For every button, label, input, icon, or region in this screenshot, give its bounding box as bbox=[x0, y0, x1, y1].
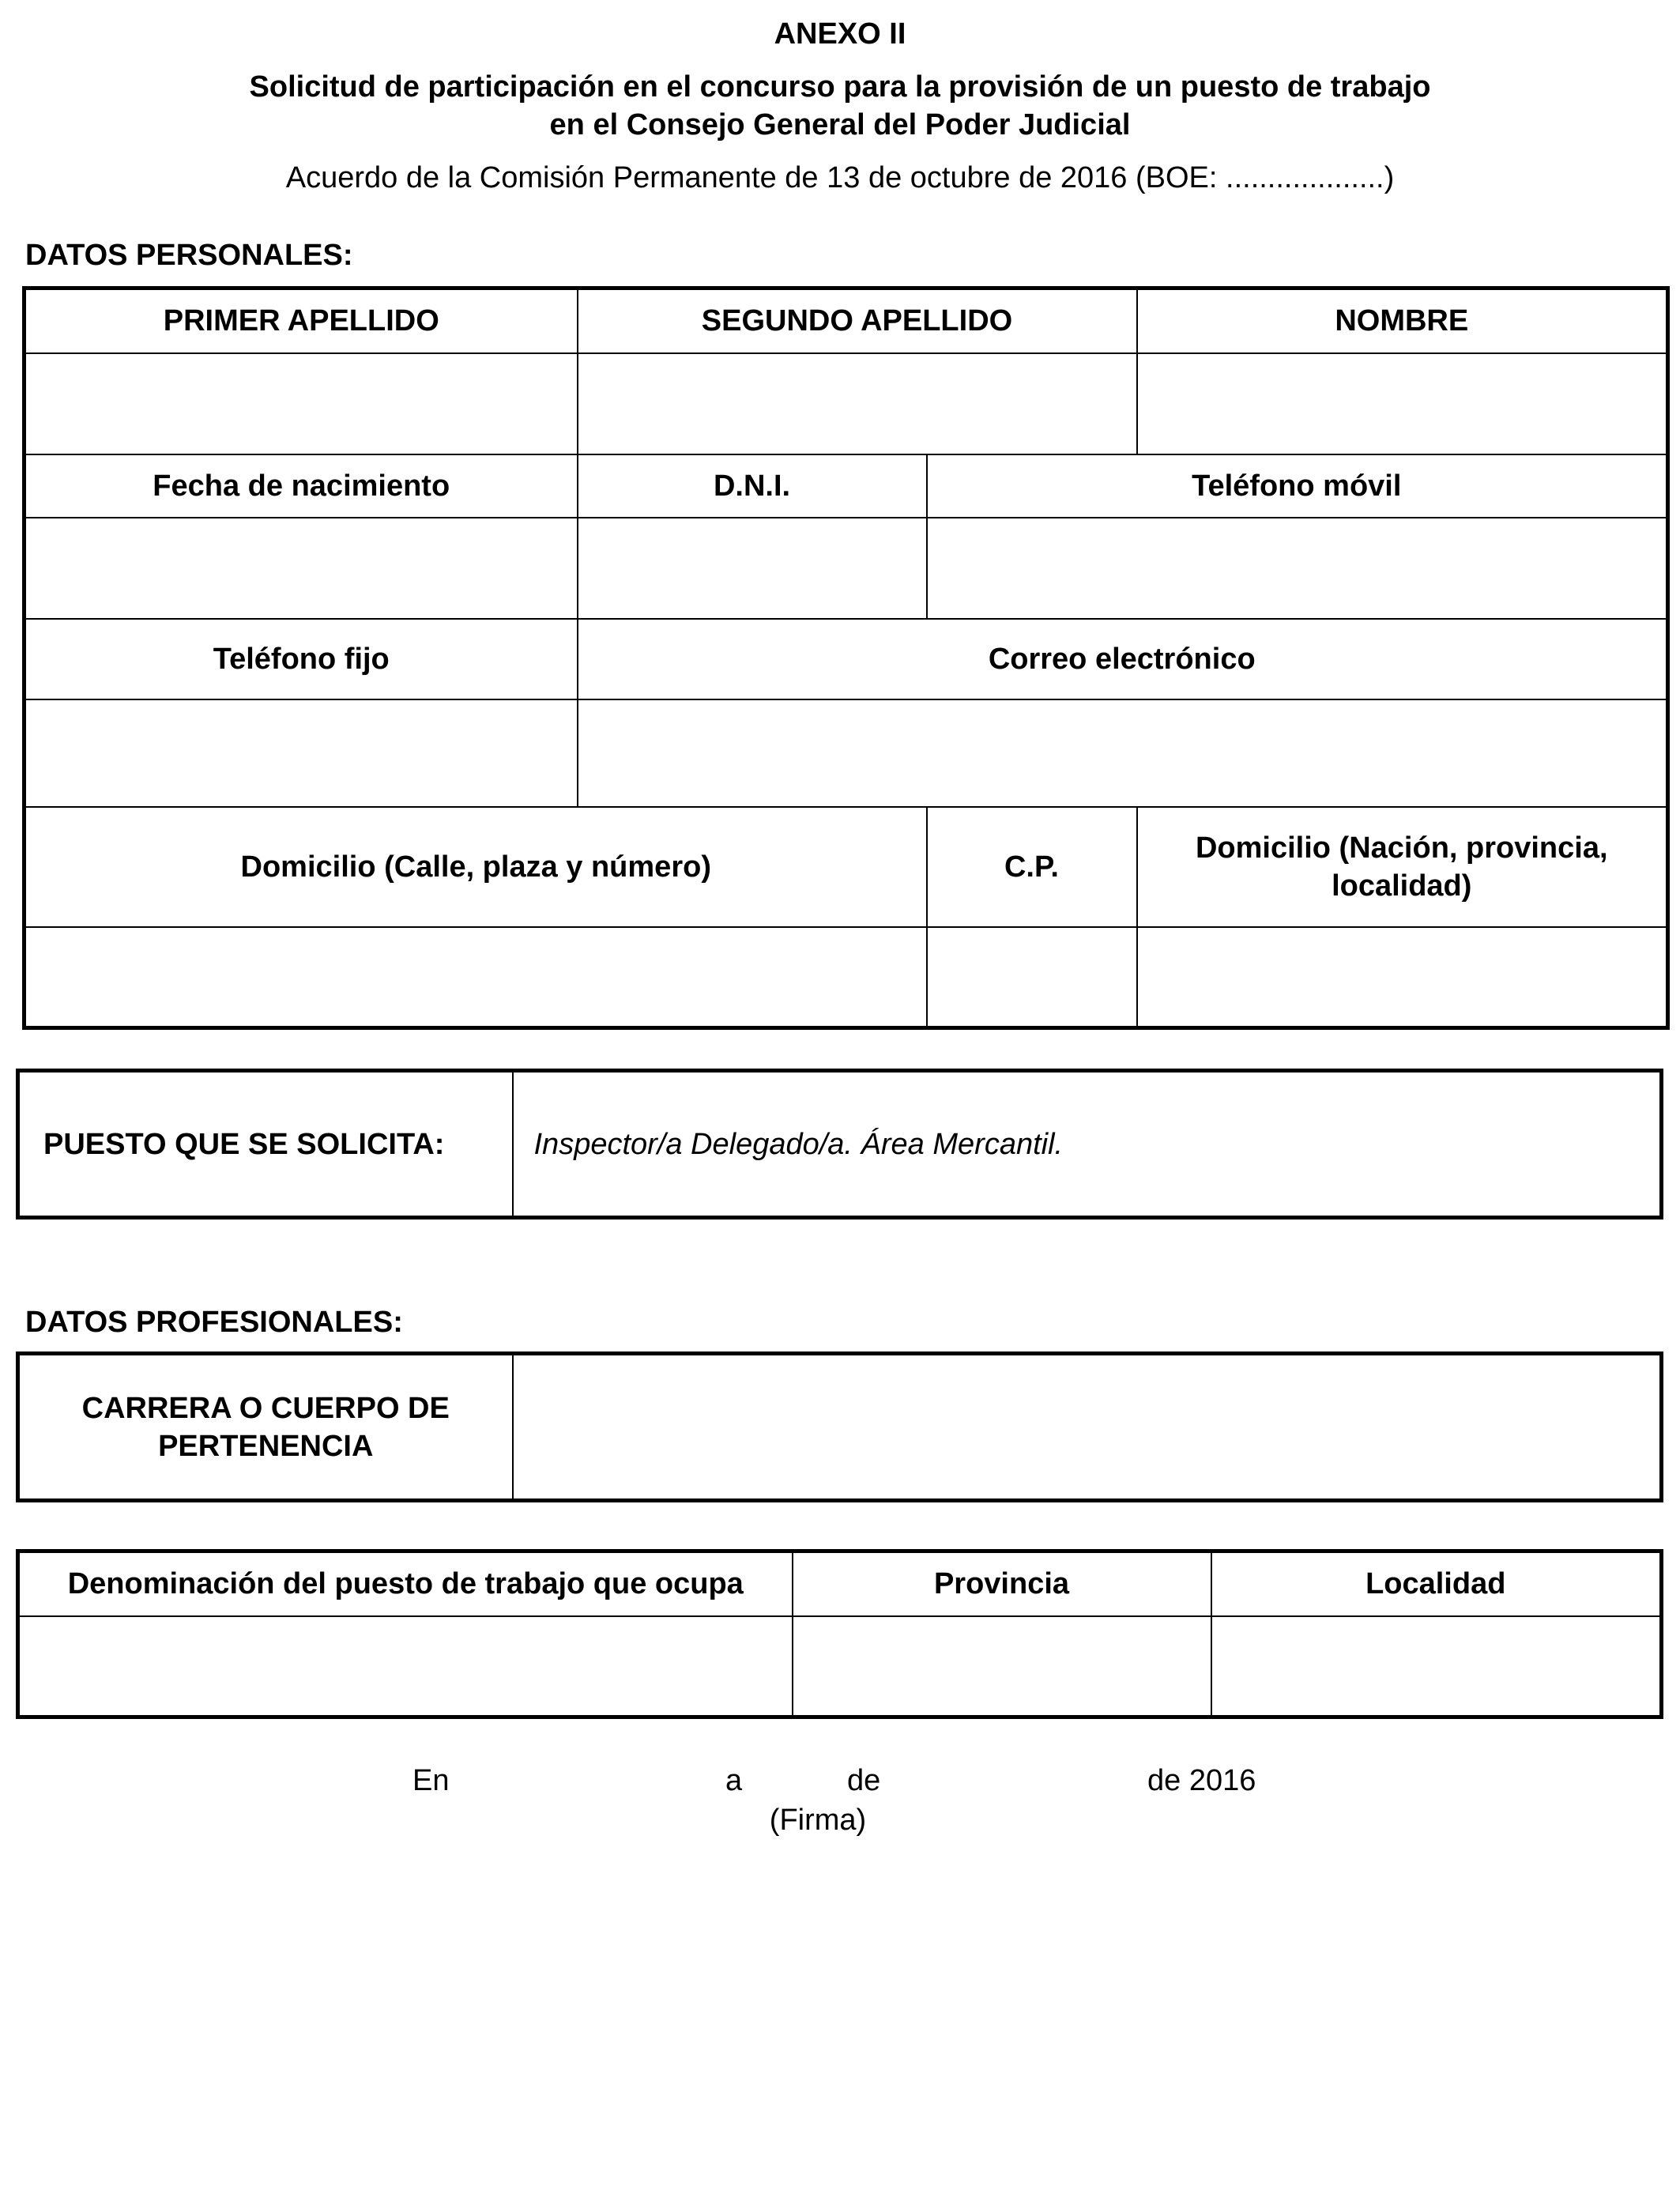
subtitle-line-1: Solicitud de participación en el concurso para la provisión de un puesto de trabajo bbox=[249, 70, 1431, 104]
signature-label: (Firma) bbox=[769, 1804, 867, 1837]
postal-code-label: C.P. bbox=[927, 807, 1137, 927]
second-surname-field[interactable] bbox=[578, 353, 1137, 454]
mobile-phone-field[interactable] bbox=[927, 518, 1668, 619]
name-field[interactable] bbox=[1137, 353, 1668, 454]
address-region-label-line-2: localidad) bbox=[1332, 869, 1472, 903]
date-year: de 2016 bbox=[1147, 1764, 1256, 1797]
email-field[interactable] bbox=[578, 699, 1668, 807]
first-surname-field[interactable] bbox=[24, 353, 578, 454]
name-label: NOMBRE bbox=[1137, 288, 1668, 353]
personal-data-heading: DATOS PERSONALES: bbox=[25, 239, 353, 272]
postal-code-field[interactable] bbox=[927, 927, 1137, 1028]
dni-label: D.N.I. bbox=[578, 454, 927, 518]
professional-data-heading: DATOS PROFESIONALES: bbox=[25, 1306, 403, 1339]
requested-post-table bbox=[16, 1069, 1663, 1220]
place-en: En bbox=[412, 1764, 450, 1797]
second-surname-label: SEGUNDO APELLIDO bbox=[578, 288, 1137, 353]
dni-field[interactable] bbox=[578, 518, 927, 619]
requested-post-label: PUESTO QUE SE SOLICITA: bbox=[18, 1071, 513, 1218]
province-label: Provincia bbox=[793, 1551, 1211, 1616]
address-region-field[interactable] bbox=[1137, 927, 1668, 1028]
date-a: a bbox=[725, 1764, 743, 1797]
current-post-label: Denominación del puesto de trabajo que ocupa bbox=[18, 1551, 793, 1616]
landline-phone-label: Teléfono fijo bbox=[24, 619, 578, 699]
career-table bbox=[16, 1351, 1663, 1502]
mobile-phone-label: Teléfono móvil bbox=[927, 454, 1668, 518]
annex-title: ANEXO II bbox=[774, 17, 906, 51]
career-label bbox=[18, 1354, 513, 1501]
current-post-table bbox=[16, 1549, 1663, 1719]
personal-data-table bbox=[22, 286, 1670, 1030]
career-label-line-2: PERTENENCIA bbox=[158, 1429, 374, 1463]
form-subtitle bbox=[0, 68, 1680, 144]
landline-phone-field[interactable] bbox=[24, 699, 578, 807]
career-field[interactable] bbox=[513, 1354, 1662, 1501]
address-region-label-line-1: Domicilio (Nación, provincia, bbox=[1195, 831, 1608, 865]
province-field[interactable] bbox=[793, 1616, 1211, 1717]
subtitle-line-2: en el Consejo General del Poder Judicial bbox=[549, 108, 1131, 141]
locality-label: Localidad bbox=[1211, 1551, 1662, 1616]
agreement-line: Acuerdo de la Comisión Permanente de 13 de octubre de 2016 (BOE: ...................) bbox=[285, 161, 1395, 194]
career-label-line-1: CARRERA O CUERPO DE bbox=[81, 1391, 450, 1425]
first-surname-label: PRIMER APELLIDO bbox=[24, 288, 578, 353]
address-region-label bbox=[1137, 807, 1668, 927]
requested-post-value: Inspector/a Delegado/a. Área Mercantil. bbox=[513, 1071, 1662, 1218]
locality-field[interactable] bbox=[1211, 1616, 1662, 1717]
date-de: de bbox=[847, 1764, 881, 1797]
address-field[interactable] bbox=[24, 927, 927, 1028]
address-label: Domicilio (Calle, plaza y número) bbox=[24, 807, 927, 927]
birth-date-label: Fecha de nacimiento bbox=[24, 454, 578, 518]
email-label: Correo electrónico bbox=[578, 619, 1668, 699]
birth-date-field[interactable] bbox=[24, 518, 578, 619]
current-post-field[interactable] bbox=[18, 1616, 793, 1717]
